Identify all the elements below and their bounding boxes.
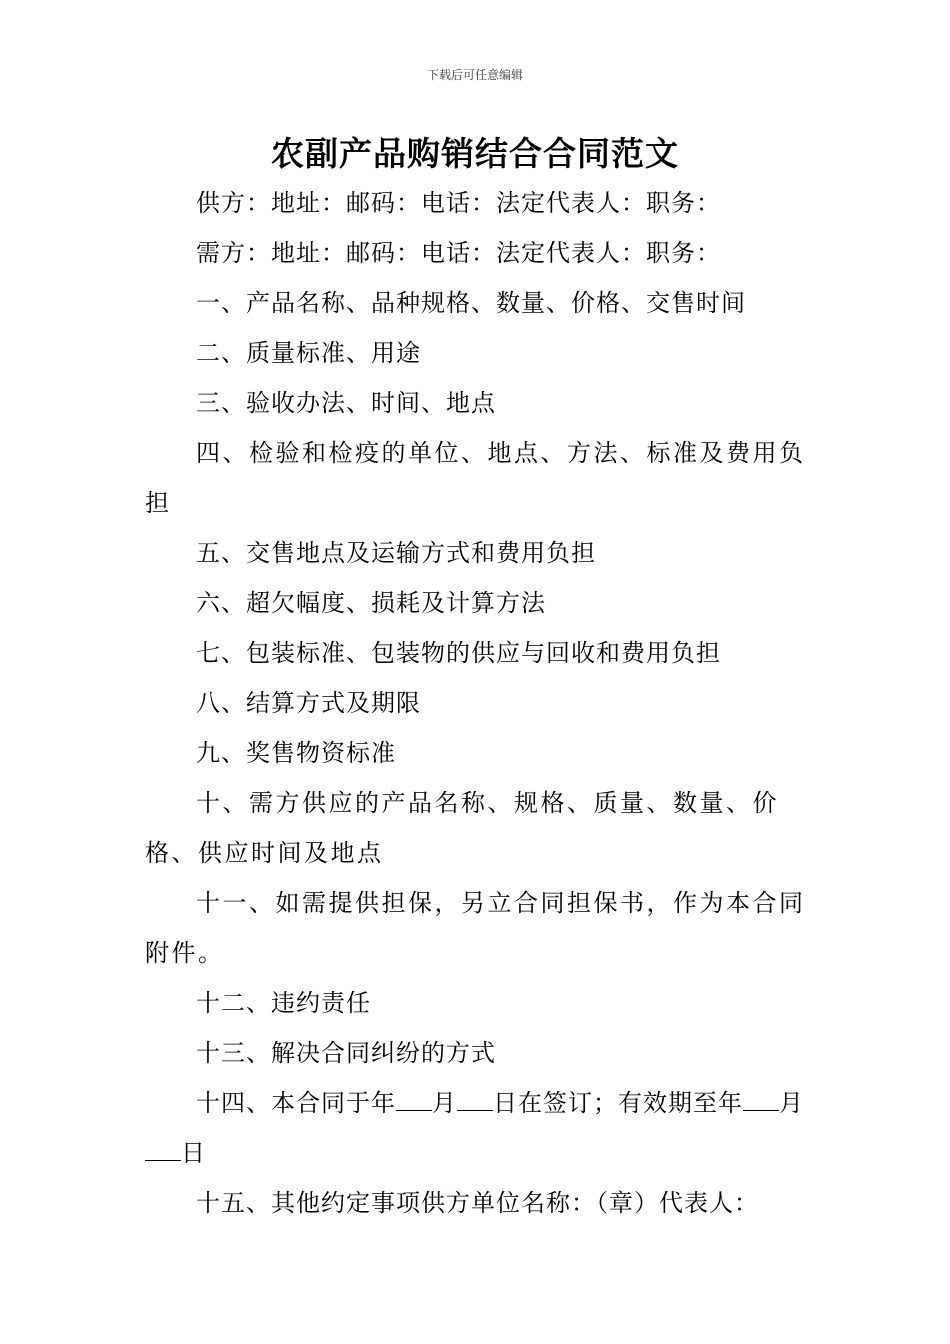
clause-1: 一、产品名称、品种规格、数量、价格、交售时间 (196, 289, 746, 317)
clause-14-part4: 月 (779, 1089, 804, 1117)
clause-14-part5: 日 (181, 1139, 206, 1167)
expiry-month-blank (743, 1090, 779, 1111)
expiry-day-blank (145, 1140, 181, 1161)
buyer-info-line: 需方：地址：邮码：电话：法定代表人：职务： (196, 239, 721, 267)
header-note: 下载后可任意编辑 (426, 68, 523, 82)
clause-9: 九、奖售物资标准 (196, 739, 396, 767)
clause-14-part1: 十四、本合同于年 (196, 1089, 396, 1117)
month-blank (396, 1090, 432, 1111)
clause-14-part2: 月 (432, 1089, 457, 1117)
clause-2: 二、质量标准、用途 (196, 339, 421, 367)
clause-7: 七、包装标准、包装物的供应与回收和费用负担 (196, 639, 721, 667)
clause-3: 三、验收办法、时间、地点 (196, 389, 496, 417)
supplier-info-line: 供方：地址：邮码：电话：法定代表人：职务： (196, 189, 721, 217)
clause-15: 十五、其他约定事项供方单位名称：（章）代表人： (196, 1189, 759, 1217)
clause-4: 四、检验和检疫的单位、地点、方法、标准及费用负担 (145, 439, 806, 517)
clause-14 (145, 1078, 830, 1178)
clause-12: 十二、违约责任 (196, 989, 371, 1017)
document-title: 农副产品购销结合合同范文 (271, 134, 679, 173)
clause-6: 六、超欠幅度、损耗及计算方法 (196, 589, 546, 617)
clause-11: 十一、如需提供担保，另立合同担保书，作为本合同附件。 (145, 889, 806, 967)
clause-14-part3: 日在签订；有效期至年 (493, 1089, 743, 1117)
clause-8: 八、结算方式及期限 (196, 689, 421, 717)
clause-13: 十三、解决合同纠纷的方式 (196, 1039, 496, 1067)
clause-5: 五、交售地点及运输方式和费用负担 (196, 539, 596, 567)
document-body (145, 178, 830, 1228)
day-blank (457, 1090, 493, 1111)
clause-10: 十、需方供应的产品名称、规格、质量、数量、价格、供应时间及地点 (145, 789, 779, 867)
